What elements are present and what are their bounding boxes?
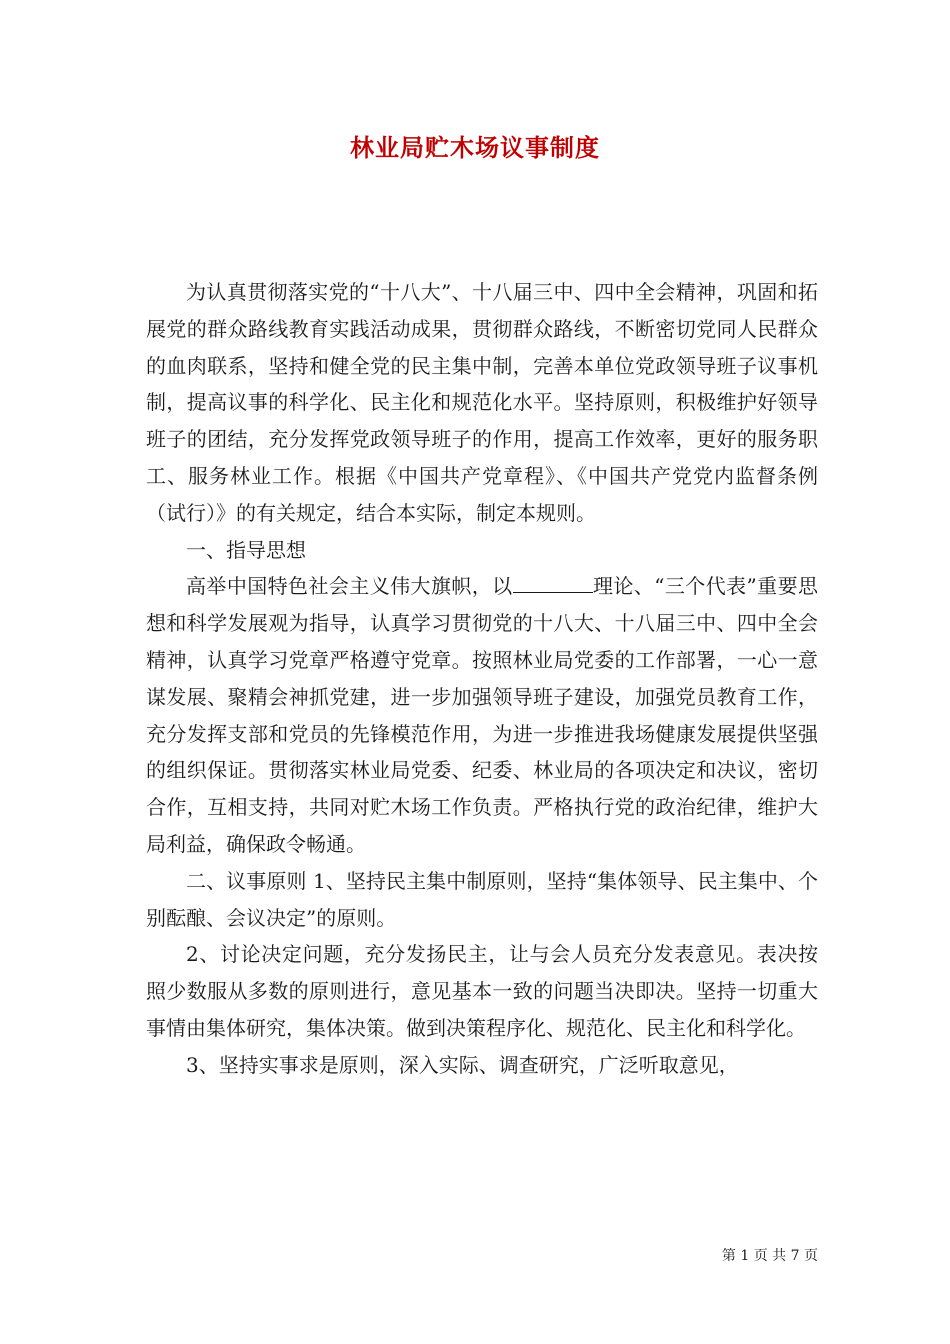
paragraph-guiding-ideology [146, 568, 818, 862]
document-body [146, 274, 818, 1084]
paragraph-guiding-text-start: 高举中国特色社会主义伟大旗帜，以 [186, 574, 513, 599]
document-title: 林业局贮木场议事制度 [350, 133, 600, 162]
paragraph-principles-3: 3、坚持实事求是原则，深入实际、调查研究，广泛听取意见， [186, 1052, 739, 1077]
blank-underline [513, 572, 593, 593]
paragraph-principles-2: 2、讨论决定问题，充分发扬民主，让与会人员充分发表意见。表决按照少数服从多数的原则进行，意见基本一致的问题当决即决。坚持一切重大事情由集体研究，集体决策。做到决策程序化、规范化、民主化和科学化。 [146, 942, 818, 1040]
paragraph-guiding-text-end: 理论、“三个代表”重要思想和科学发展观为指导，认真学习贯彻党的十八大、十八届三中、四中全会精神，认真学习党章严格遵守党章。按照林业局党委的工作部署，一心一意谋发展、聚精会神抓党建，进一步加强领导班子建设，加强党员教育工作，充分发挥支部和党员的先锋模范作用，为进一步推进我场健康发展提供坚强的组织保证。贯彻落实林业局党委、纪委、林业局的各项决定和决议，密切合作，互相支持，共同对贮木场工作负责。严格执行党的政治纪律，维护大局利益，确保政令畅通。 [146, 574, 819, 856]
paragraph-intro: 为认真贯彻落实党的“十八大”、十八届三中、四中全会精神，巩固和拓展党的群众路线教育实践活动成果，贯彻群众路线，不断密切党同人民群众的血肉联系，坚持和健全党的民主集中制，完善本单位党政领导班子议事机制，提高议事的科学化、民主化和规范化水平。坚持原则，积极维护好领导班子的团结，充分发挥党政领导班子的作用，提高工作效率，更好的服务职工、服务林业工作。根据《中国共产党章程》、《中国共产党党内监督条例（试行）》的有关规定，结合本实际，制定本规则。 [146, 280, 818, 525]
section-heading-guiding-ideology: 一、指导思想 [186, 537, 306, 562]
paragraph-principles-1: 二、议事原则 1、坚持民主集中制原则，坚持“集体领导、民主集中、个别酝酿、会议决定”的原则。 [146, 868, 818, 930]
page-number: 第 1 页 共 7 页 [721, 1248, 818, 1264]
